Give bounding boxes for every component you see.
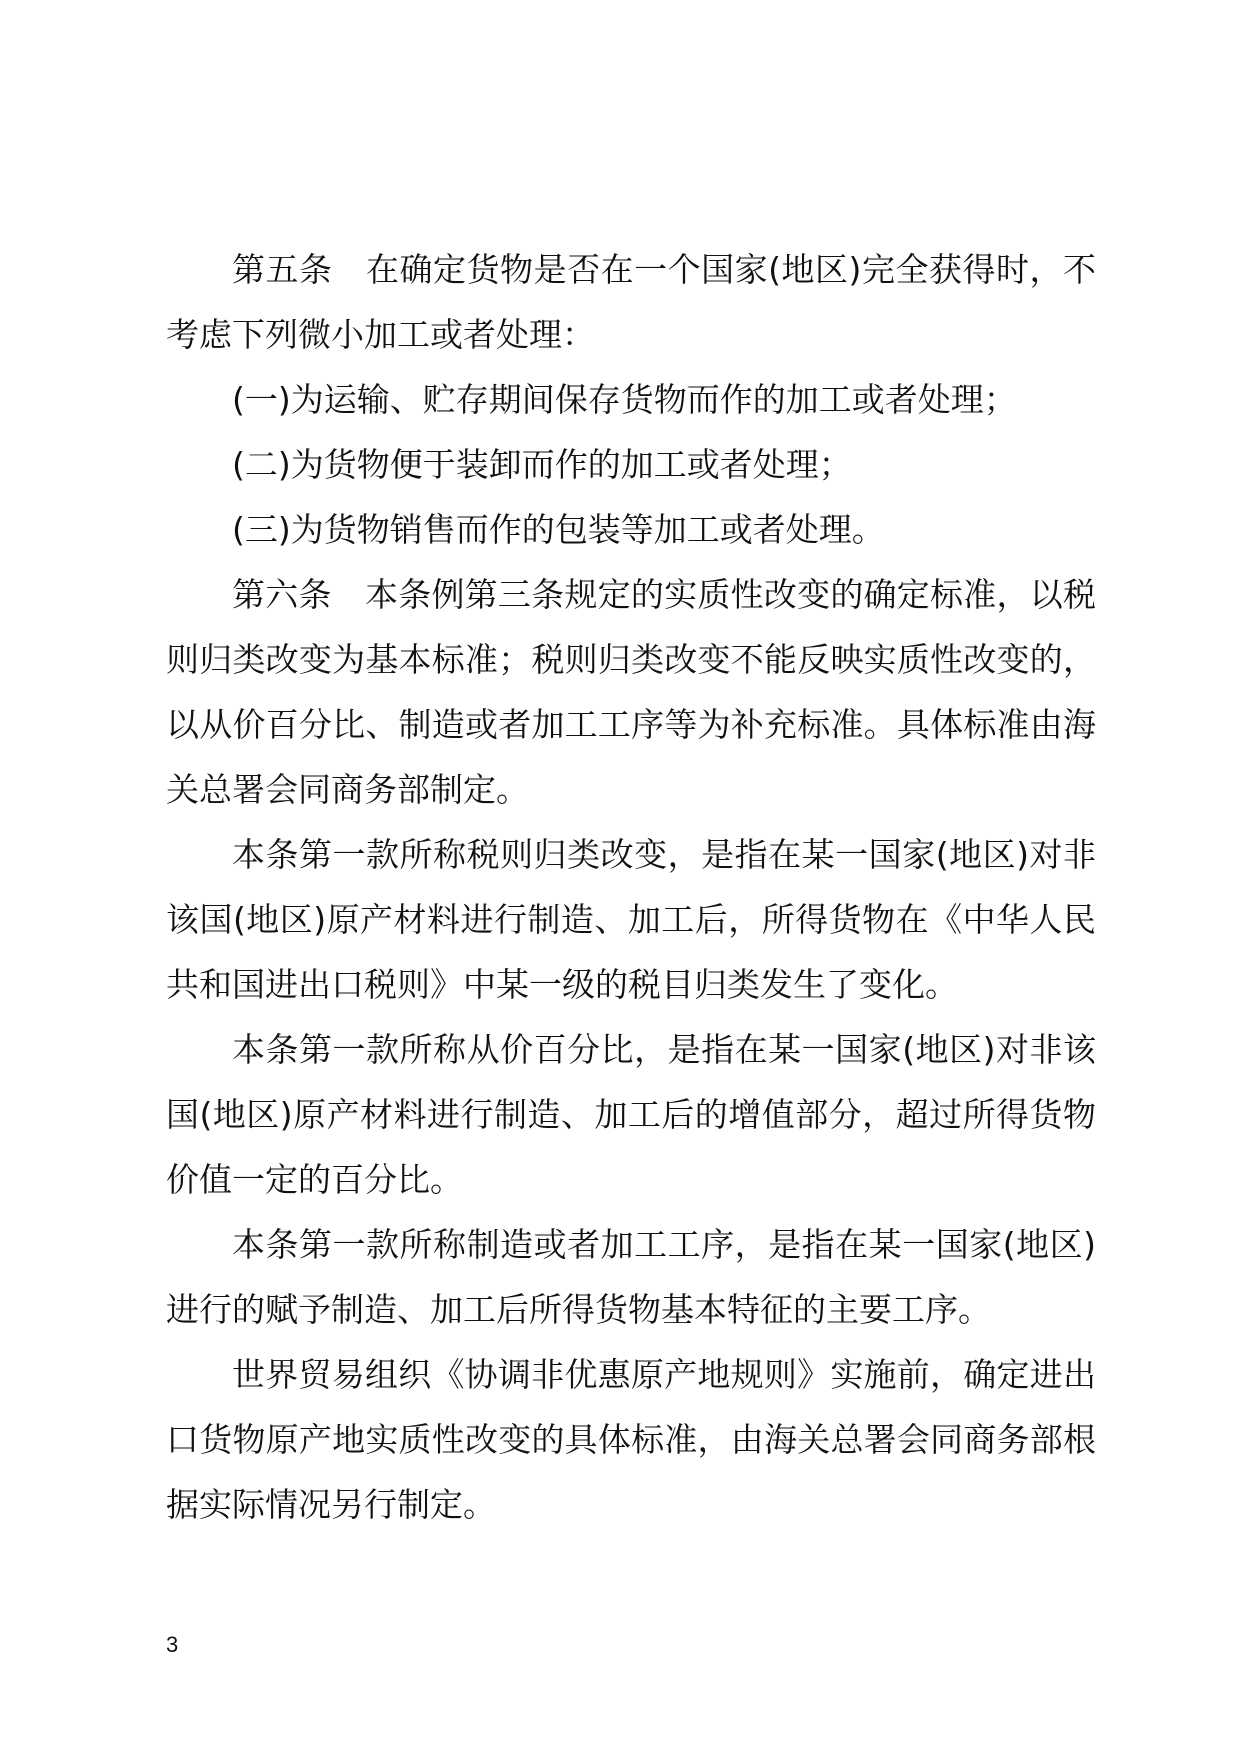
article-5-paragraph: 第五条 在确定货物是否在一个国家(地区)完全获得时，不考虑下列微小加工或者处理： [166,250,1096,354]
ad-valorem-percentage-paragraph: 本条第一款所称从价百分比，是指在某一国家(地区)对非该国(地区)原产材料进行制造、加工后的增值部分，超过所得货物价值一定的百分比。 [166,1030,1096,1199]
manufacturing-process-paragraph: 本条第一款所称制造或者加工工序，是指在某一国家(地区)进行的赋予制造、加工后所得货物基本特征的主要工序。 [166,1225,1096,1329]
article-5-item-1: (一)为运输、贮存期间保存货物而作的加工或者处理； [232,380,1017,419]
article-5-item-2: (二)为货物便于装卸而作的加工或者处理； [232,445,852,484]
page-number: 3 [166,1632,179,1657]
wto-rules-paragraph: 世界贸易组织《协调非优惠原产地规则》实施前，确定进出口货物原产地实质性改变的具体标准，由海关总署会同商务部根据实际情况另行制定。 [166,1355,1096,1524]
document-body [166,237,1096,1537]
article-6-paragraph: 第六条 本条例第三条规定的实质性改变的确定标准，以税则归类改变为基本标准；税则归类改变不能反映实质性改变的，以从价百分比、制造或者加工工序等为补充标准。具体标准由海关总署会同商务部制定。 [166,575,1096,809]
article-5-item-3: (三)为货物销售而作的包装等加工或者处理。 [232,510,885,549]
tariff-classification-paragraph: 本条第一款所称税则归类改变，是指在某一国家(地区)对非该国(地区)原产材料进行制造、加工后，所得货物在《中华人民共和国进出口税则》中某一级的税目归类发生了变化。 [166,835,1096,1004]
